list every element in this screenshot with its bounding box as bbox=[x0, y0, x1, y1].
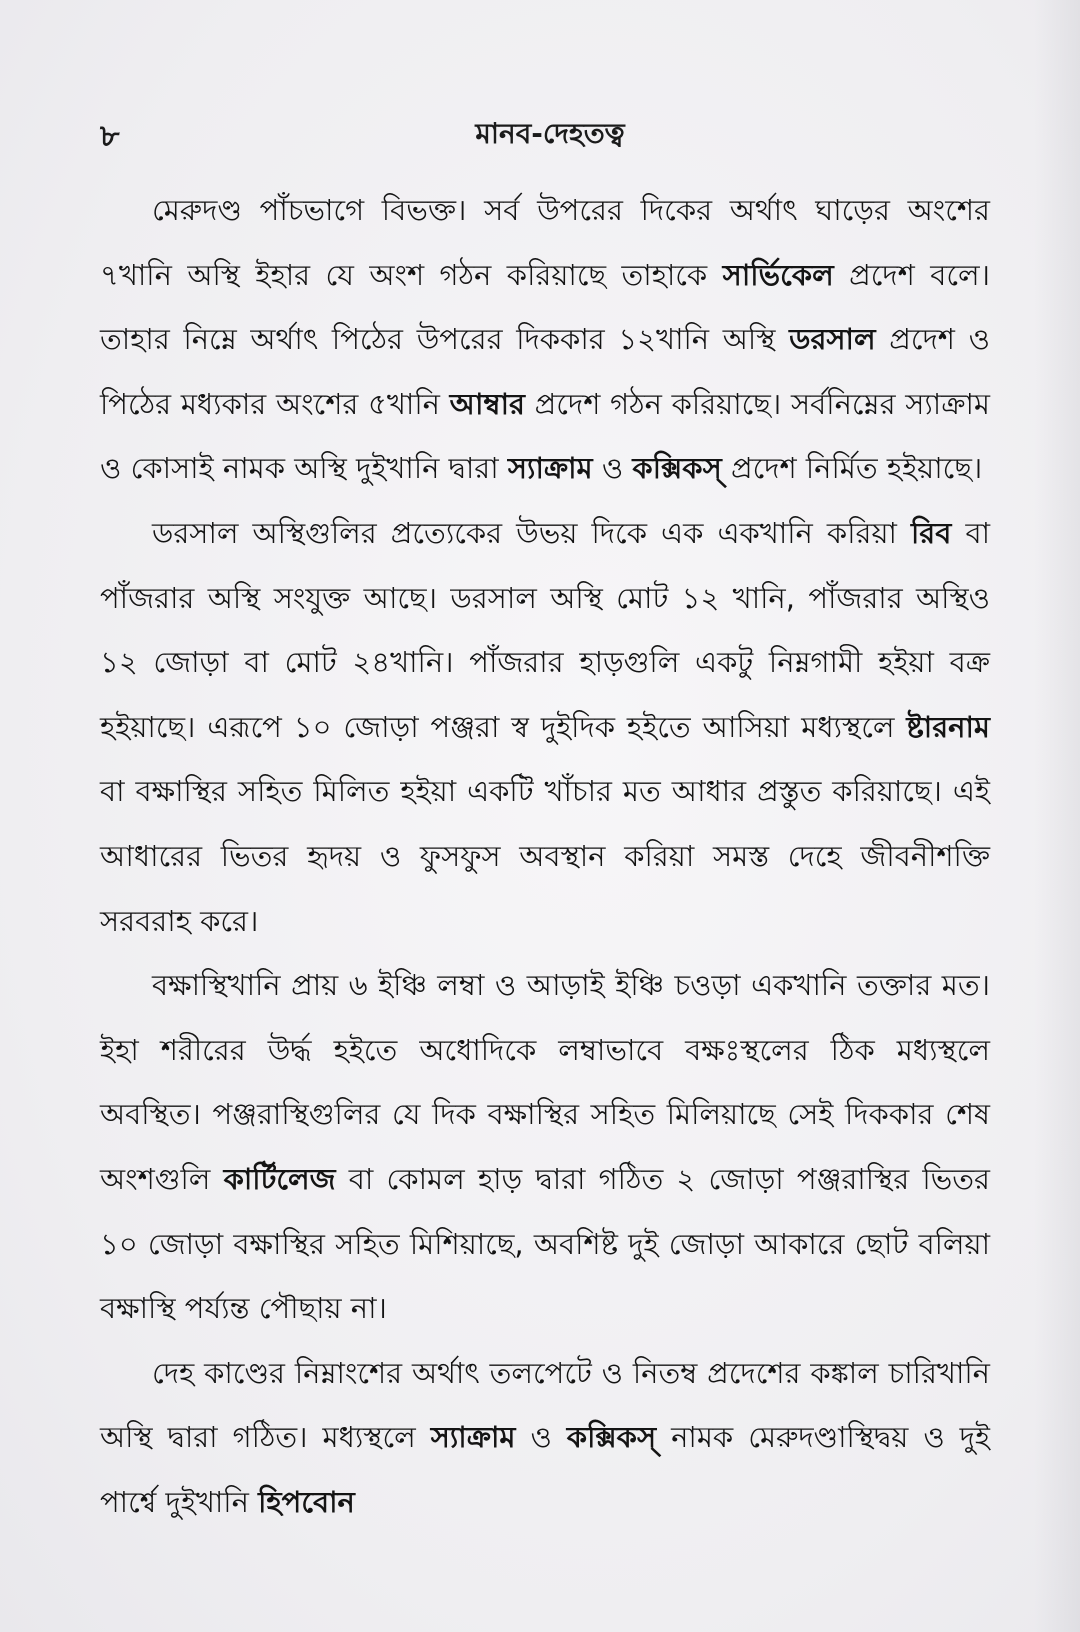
page-edge-shadow bbox=[1034, 0, 1080, 1632]
bold-term: স্যাক্রাম bbox=[507, 451, 593, 486]
bold-term: ডরসাল bbox=[789, 322, 876, 357]
paragraph bbox=[100, 501, 990, 953]
bold-term: কক্সিকস্ bbox=[632, 451, 722, 486]
bold-term: কক্সিকস্ bbox=[566, 1420, 657, 1455]
paragraph bbox=[100, 953, 990, 1341]
body-text bbox=[100, 178, 990, 1534]
text-run: প্রদেশ গঠন করিয়াছে। সর্বনিম্নের স্যাক্রাম ও কোসাই নামক অস্থি দুইখানি দ্বারা bbox=[100, 386, 990, 486]
bold-term: আম্বার bbox=[449, 386, 525, 421]
running-title: মানব-দেহতত্ব bbox=[475, 117, 625, 150]
text-run: দেহ কাণ্ডের নিম্নাংশের অর্থাৎ তলপেটে ও নিতম্ব প্রদেশের কঙ্কাল চারিখানি অস্থি দ্বারা গঠিত। মধ্যস্থলে bbox=[100, 1355, 990, 1455]
text-run: মেরুদণ্ড পাঁচভাগে বিভক্ত। সর্ব উপরের দিকের অর্থাৎ ঘাড়ের অংশের ৭খানি অস্থি ইহার যে অংশ গঠন করিয়াছে তাহাকে bbox=[100, 193, 990, 292]
bold-term: ষ্টারনাম bbox=[906, 709, 990, 744]
text-run: প্রদেশ বলে। তাহার নিম্নে অর্থাৎ পিঠের উপরের দিককার ১২খানি অস্থি bbox=[100, 257, 990, 357]
text-run: ও bbox=[515, 1420, 567, 1455]
paragraph bbox=[100, 178, 990, 501]
bold-term: সার্ভিকেল bbox=[722, 257, 834, 292]
page-header bbox=[100, 112, 1000, 152]
text-run: ডরসাল অস্থিগুলির প্রত্যেকের উভয় দিকে এক একখানি করিয়া bbox=[152, 515, 911, 550]
text-run: বা পাঁজরার অস্থি সংযুক্ত আছে। ডরসাল অস্থি মোট ১২ খানি, পাঁজরার অস্থিও ১২ জোড়া বা মোট ২৪খানি। পাঁজরার হাড়গুলি একটু নিম্নগামী হইয়া বক্র হইয়াছে। এরূপে ১০ জোড়া পঞ্জরা স্ব দুইদিক হইতে আসিয়া মধ্যস্থলে bbox=[100, 515, 990, 744]
text-run: বক্ষাস্থিখানি প্রায় ৬ ইঞ্চি লম্বা ও আড়াই ইঞ্চি চওড়া একখানি তক্তার মত। ইহা শরীরের উর্দ্ধ হইতে অধোদিকে লম্বাভাবে বক্ষঃস্থলের ঠিক মধ্যস্থলে অবস্থিত। পঞ্জরাস্থিগুলির যে দিক বক্ষাস্থির সহিত মিলিয়াছে সেই দিককার শেষ অংশগুলি bbox=[100, 968, 990, 1196]
text-run: ও bbox=[592, 451, 633, 486]
bold-term: স্যাক্রাম bbox=[430, 1420, 516, 1455]
page-number: ৮ bbox=[100, 119, 120, 154]
text-run: বা বক্ষাস্থির সহিত মিলিত হইয়া একটি খাঁচার মত আধার প্রস্তুত করিয়াছে। এই আধারের ভিতর হৃদয় ও ফুসফুস অবস্থান করিয়া সমস্ত দেহে জীবনীশক্তি সরবরাহ করে। bbox=[100, 774, 990, 938]
text-run: বা কোমল হাড় দ্বারা গঠিত ২ জোড়া পঞ্জরাস্থির ভিতর ১০ জোড়া বক্ষাস্থির সহিত মিশিয়াছে, অবশিষ্ট দুই জোড়া আকারে ছোট বলিয়া বক্ষাস্থি পর্য্যন্ত পৌছায় না। bbox=[100, 1161, 990, 1326]
text-run: নামক মেরুদণ্ডাস্থিদ্বয় ও দুই পার্শ্বে দুইখানি bbox=[100, 1420, 990, 1519]
text-run: প্রদেশ নির্মিত হইয়াছে। bbox=[721, 451, 983, 486]
bold-term: কার্টিলেজ bbox=[223, 1161, 336, 1196]
bold-term: হিপবোন bbox=[258, 1484, 355, 1519]
bold-term: রিব bbox=[911, 515, 952, 550]
text-run: প্রদেশ ও পিঠের মধ্যকার অংশের ৫খানি bbox=[100, 322, 990, 421]
paragraph bbox=[100, 1341, 990, 1535]
